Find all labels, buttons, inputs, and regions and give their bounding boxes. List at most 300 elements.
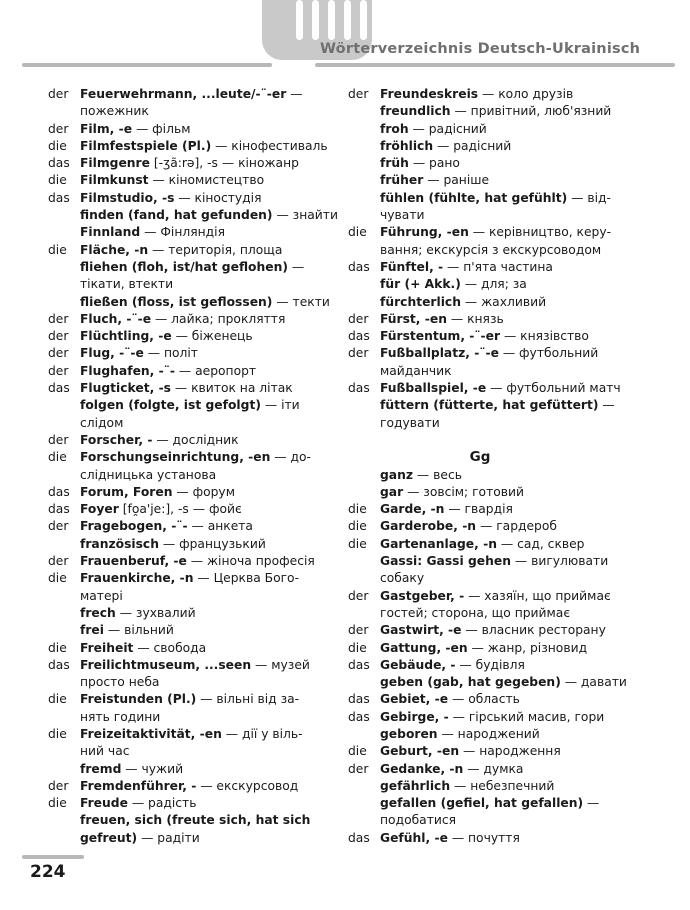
header-rule-right	[315, 63, 675, 67]
translation: — хазяїн, що приймає	[464, 588, 611, 603]
dictionary-line	[348, 605, 668, 622]
translation: — свобода	[133, 640, 207, 655]
headword: Flug, -¨-e	[80, 346, 144, 361]
article: die	[48, 450, 67, 465]
translation: нять години	[80, 709, 161, 724]
dictionary-line	[348, 415, 668, 432]
dictionary-line	[348, 432, 668, 449]
entry-text	[80, 588, 123, 605]
entry-text	[80, 138, 328, 155]
entry-text	[80, 778, 298, 795]
translation: — жанр, різновид	[467, 640, 588, 655]
translation: тікати, втекти	[80, 277, 174, 292]
article: das	[348, 657, 370, 672]
article: die	[348, 519, 367, 534]
entry-text	[80, 294, 330, 311]
translation: — вільний	[103, 623, 174, 638]
dictionary-line	[48, 311, 368, 328]
dictionary-line	[48, 743, 368, 760]
article: das	[348, 692, 370, 707]
headword: früh	[380, 156, 409, 171]
headword: Freilichtmuseum, ...seen	[80, 657, 252, 672]
dictionary-line	[48, 190, 368, 207]
headword: geben (gab, hat gegeben)	[380, 675, 561, 690]
entry-text	[380, 622, 606, 639]
entry-text	[380, 761, 523, 778]
article: der	[48, 432, 69, 447]
dictionary-line	[348, 536, 668, 553]
article: das	[48, 156, 70, 171]
article: die	[48, 138, 67, 153]
translation: — форум	[172, 484, 235, 499]
entry-text	[380, 207, 424, 224]
headword: Garde, -n	[380, 502, 445, 517]
translation: — вигулювати	[510, 554, 609, 569]
translation: матері	[80, 588, 123, 603]
dictionary-line	[348, 172, 668, 189]
entry-text	[80, 328, 253, 345]
dictionary-line	[48, 138, 368, 155]
dictionary-line	[48, 657, 368, 674]
headword: Garderobe, -n	[380, 519, 477, 534]
dictionary-line	[348, 294, 668, 311]
section-heading: Gg	[469, 449, 491, 466]
dictionary-line	[48, 224, 368, 241]
entry-text	[380, 172, 489, 189]
entry-text	[380, 103, 611, 120]
headword: geboren	[380, 726, 438, 741]
translation: —	[287, 259, 305, 274]
dictionary-line	[48, 674, 368, 691]
page-number: 224	[30, 862, 66, 882]
entry-text	[80, 242, 282, 259]
entry-text	[380, 155, 460, 172]
article: der	[348, 346, 369, 361]
headword: für (+ Akk.)	[380, 277, 461, 292]
article: das	[48, 502, 70, 517]
entry-text	[380, 311, 504, 328]
article: der	[48, 311, 69, 326]
headword: füttern (fütterte, hat gefüttert)	[380, 398, 599, 413]
entry-text	[80, 709, 160, 726]
translation: — анкета	[187, 519, 253, 534]
dictionary-line	[348, 103, 668, 120]
entry-text	[380, 328, 589, 345]
entry-text	[380, 224, 611, 241]
translation: —	[286, 87, 303, 101]
dictionary-line	[48, 778, 368, 795]
headword: Forum, Foren	[80, 484, 173, 499]
dictionary-line	[48, 553, 368, 570]
entry-text	[80, 207, 338, 224]
article: der	[348, 311, 369, 326]
entry-text	[380, 657, 525, 674]
dictionary-line	[48, 640, 368, 657]
entry-text	[80, 380, 293, 397]
dictionary-line	[48, 155, 368, 172]
dictionary-line	[48, 761, 368, 778]
dictionary-line	[348, 259, 668, 276]
headword: fröhlich	[380, 138, 434, 153]
headword: gefallen (gefiel, hat gefallen)	[380, 796, 584, 811]
entry-text	[380, 812, 456, 829]
dictionary-line	[48, 432, 368, 449]
dictionary-line	[348, 761, 668, 778]
dictionary-line	[48, 588, 368, 605]
entry-text	[380, 467, 462, 484]
translation: — власник ресторану	[461, 623, 606, 638]
headword: Filmgenre	[80, 156, 150, 171]
entry-text	[80, 743, 130, 760]
translation: — радісний	[408, 121, 487, 136]
entry-text	[80, 449, 311, 466]
translation: подобатися	[380, 813, 457, 828]
entry-text	[380, 380, 621, 397]
translation: — небезпечний	[450, 778, 555, 793]
headword: Frauenkirche, -n	[80, 571, 194, 586]
article: die	[48, 796, 67, 811]
entry-text	[380, 363, 452, 380]
dictionary-line	[348, 345, 668, 362]
headword: Gebäude, -	[380, 657, 456, 672]
entry-text	[380, 605, 570, 622]
headword: freundlich	[380, 104, 451, 119]
headword: fürchterlich	[380, 294, 461, 309]
dictionary-line	[48, 242, 368, 259]
entry-text	[80, 501, 242, 518]
headword: Foyer	[80, 502, 119, 517]
dictionary-line	[348, 570, 668, 587]
article: der	[348, 761, 369, 776]
translation: — квиток на літак	[171, 381, 293, 396]
left-column	[48, 86, 368, 847]
entry-text	[80, 397, 300, 414]
right-column	[348, 86, 668, 847]
article: die	[348, 225, 367, 240]
entry-text	[80, 432, 239, 449]
translation: — область	[448, 692, 520, 707]
entry-text	[380, 830, 520, 847]
translation: — народжений	[437, 726, 540, 741]
headword: Flüchtling, -e	[80, 329, 172, 344]
translation: вання; екскурсія з екскурсоводом	[380, 242, 602, 257]
dictionary-line	[348, 657, 668, 674]
entry-text	[380, 674, 627, 691]
translation: — радість	[127, 796, 197, 811]
translation: — футбольний	[498, 346, 599, 361]
dictionary-line	[348, 501, 668, 518]
entry-text	[80, 570, 299, 587]
headword: Fläche, -n	[80, 242, 149, 257]
dictionary-line	[348, 242, 668, 259]
entry-text	[380, 276, 527, 293]
headword: Forschungseinrichtung, -en	[80, 450, 271, 465]
headword: Fußballplatz, -¨-e	[380, 346, 499, 361]
article: das	[348, 709, 370, 724]
entry-text	[380, 294, 546, 311]
entry-text	[80, 518, 253, 535]
headword: Freiheit	[80, 640, 134, 655]
entry-text	[80, 311, 285, 328]
headword: Freude	[80, 796, 128, 811]
article: die	[48, 242, 67, 257]
dictionary-line	[348, 778, 668, 795]
entry-text	[80, 657, 310, 674]
translation: — лайка; прокляття	[151, 311, 286, 326]
headword: fließen (floss, ist geflossen)	[80, 294, 273, 309]
dictionary-line	[48, 449, 368, 466]
dictionary-line	[348, 812, 668, 829]
translation: — давати	[560, 675, 627, 690]
entry-text	[80, 190, 261, 207]
translation: — керівництво, керу-	[468, 225, 612, 240]
translation: — почуття	[447, 830, 520, 845]
headword: frei	[80, 623, 104, 638]
entry-text	[380, 536, 585, 553]
headword: ganz	[380, 467, 414, 482]
headword: Fünftel, -	[380, 259, 444, 274]
dictionary-line	[348, 363, 668, 380]
translation: — князь	[446, 311, 504, 326]
headword: Fußballspiel, -e	[380, 381, 487, 396]
entry-text	[80, 155, 299, 172]
dictionary-line	[348, 311, 668, 328]
translation: — гірський масив, гори	[448, 709, 605, 724]
translation: — гардероб	[476, 519, 557, 534]
translation: — для; за	[460, 277, 527, 292]
headword: Feuerwehrmann, ...leute/-¨-er	[80, 87, 287, 101]
dictionary-line	[48, 812, 368, 829]
translation: майданчик	[380, 363, 452, 378]
entry-text	[380, 345, 598, 362]
dictionary-line	[348, 674, 668, 691]
entry-text	[80, 467, 216, 484]
entry-text	[80, 622, 174, 639]
entry-text	[380, 518, 557, 535]
translation: — гвардія	[444, 502, 513, 517]
translation: слідницька установа	[80, 467, 217, 482]
entry-text	[80, 121, 190, 138]
article: der	[48, 363, 69, 378]
headword: Gedanke, -n	[380, 761, 464, 776]
headword: Fragebogen, -¨-	[80, 519, 188, 534]
headword: Flughafen, -¨-	[80, 363, 175, 378]
headword: gar	[380, 484, 404, 499]
dictionary-line	[48, 328, 368, 345]
entry-text	[380, 138, 511, 155]
article: die	[348, 536, 367, 551]
entry-text	[380, 709, 604, 726]
headword: gefährlich	[380, 778, 451, 793]
headword: gefreut)	[80, 830, 138, 845]
entry-text	[380, 190, 611, 207]
article: der	[48, 87, 69, 101]
translation: — вільні від за-	[196, 692, 300, 707]
headword: Freizeitaktivität, -en	[80, 726, 222, 741]
dictionary-line	[48, 795, 368, 812]
article: der	[348, 588, 369, 603]
dictionary-line	[48, 276, 368, 293]
headword: froh	[380, 121, 409, 136]
dictionary-line	[48, 103, 368, 120]
entry-text	[80, 812, 310, 829]
translation: — п'ята частина	[443, 259, 553, 274]
translation: пожежник	[80, 104, 149, 119]
headword: Gartenanlage, -n	[380, 536, 497, 551]
translation: — від-	[567, 190, 611, 205]
dictionary-line	[48, 86, 368, 103]
translation: — кіномистецтво	[148, 173, 265, 188]
entry-text	[80, 415, 123, 432]
entry-text	[380, 484, 524, 501]
headword: Flugticket, -s	[80, 381, 171, 396]
headword: Fremdenführer, -	[80, 778, 197, 793]
translation: чувати	[380, 208, 425, 223]
translation: — сад, сквер	[496, 536, 585, 551]
article: der	[48, 329, 69, 344]
entry-text	[80, 363, 256, 380]
dictionary-line	[348, 622, 668, 639]
entry-text	[380, 397, 615, 414]
article: die	[48, 571, 67, 586]
entry-text	[80, 605, 196, 622]
entry-text	[80, 674, 159, 691]
dictionary-line	[348, 328, 668, 345]
headword: fühlen (fühlte, hat gefühlt)	[380, 190, 568, 205]
entry-text	[380, 501, 513, 518]
dictionary-line	[348, 640, 668, 657]
dictionary-line	[48, 363, 368, 380]
article: der	[48, 554, 69, 569]
translation: — французький	[158, 536, 266, 551]
translation: — аеропорт	[174, 363, 257, 378]
translation: — раніше	[423, 173, 490, 188]
dictionary-line	[348, 795, 668, 812]
dictionary-line	[348, 830, 668, 847]
translation: — радіти	[137, 830, 200, 845]
headword: Gebirge, -	[380, 709, 449, 724]
footer-rule	[22, 855, 84, 859]
headword: Führung, -en	[380, 225, 469, 240]
translation: годувати	[380, 415, 440, 430]
translation: — коло друзів	[478, 87, 574, 101]
entry-text	[80, 172, 264, 189]
headword: Gastgeber, -	[380, 588, 465, 603]
entry-text	[380, 743, 561, 760]
entry-text	[80, 224, 225, 241]
headword: Freistunden (Pl.)	[80, 692, 197, 707]
dictionary-line	[48, 380, 368, 397]
dictionary-line	[48, 121, 368, 138]
headword: Filmstudio, -s	[80, 190, 175, 205]
dictionary-line	[348, 518, 668, 535]
translation: — привітний, люб'язний	[450, 104, 612, 119]
article: die	[348, 502, 367, 517]
dictionary-line	[48, 691, 368, 708]
entry-text	[80, 536, 266, 553]
translation: — зовсім; готовий	[403, 484, 525, 499]
headword: folgen (folgte, ist gefolgt)	[80, 398, 261, 413]
headword: Fürst, -en	[380, 311, 447, 326]
headword: Gastwirt, -e	[380, 623, 462, 638]
entry-text	[80, 553, 315, 570]
dictionary-line	[48, 709, 368, 726]
article: der	[348, 623, 369, 638]
dictionary-line	[348, 380, 668, 397]
translation: —	[583, 796, 600, 811]
translation: собаку	[380, 571, 425, 586]
headword: fremd	[80, 761, 122, 776]
translation: — народження	[459, 744, 561, 759]
article: der	[48, 519, 69, 534]
headword: französisch	[80, 536, 159, 551]
entry-text	[380, 778, 554, 795]
dictionary-line	[48, 726, 368, 743]
entry-text	[80, 640, 206, 657]
headword: Gebiet, -e	[380, 692, 449, 707]
entry-text	[380, 795, 599, 812]
entry-text	[80, 86, 303, 103]
translation: — Церква Бого-	[193, 571, 300, 586]
article: die	[48, 173, 67, 188]
dictionary-line	[348, 207, 668, 224]
article: der	[48, 778, 69, 793]
headword: frech	[80, 605, 116, 620]
dictionary-line	[348, 484, 668, 501]
dictionary-line	[348, 276, 668, 293]
dictionary-line	[48, 345, 368, 362]
article: der	[48, 346, 69, 361]
translation: — іти	[260, 398, 300, 413]
translation: — фільм	[132, 121, 191, 136]
article: das	[48, 657, 70, 672]
translation: — територія, площа	[148, 242, 283, 257]
translation: — весь	[413, 467, 462, 482]
translation: — рано	[408, 156, 460, 171]
headword: Forscher, -	[80, 432, 153, 447]
translation: — знайти	[272, 208, 338, 223]
dictionary-line	[48, 622, 368, 639]
translation: слідом	[80, 415, 124, 430]
dictionary-line	[348, 588, 668, 605]
dictionary-line	[348, 155, 668, 172]
entry-text	[380, 640, 587, 657]
translation: — екскурсовод	[196, 778, 299, 793]
entry-text	[380, 121, 487, 138]
translation: — кіностудія	[174, 190, 262, 205]
article: die	[48, 692, 67, 707]
article: die	[348, 640, 367, 655]
translation: — зухвалий	[115, 605, 196, 620]
dictionary-line	[48, 830, 368, 847]
translation: — біженець	[171, 329, 253, 344]
dictionary-line	[48, 467, 368, 484]
article: das	[348, 329, 370, 344]
translation: — до-	[270, 450, 311, 465]
entry-text	[80, 761, 183, 778]
translation: просто неба	[80, 675, 160, 690]
entry-text	[380, 691, 520, 708]
entry-text	[80, 691, 299, 708]
dictionary-line	[348, 397, 668, 414]
entry-text	[80, 726, 303, 743]
headword: finden (fand, hat gefunden)	[80, 208, 273, 223]
dictionary-line	[348, 709, 668, 726]
headword: Gattung, -en	[380, 640, 468, 655]
article: der	[48, 121, 69, 136]
entry-text	[380, 588, 611, 605]
entry-text	[80, 795, 196, 812]
